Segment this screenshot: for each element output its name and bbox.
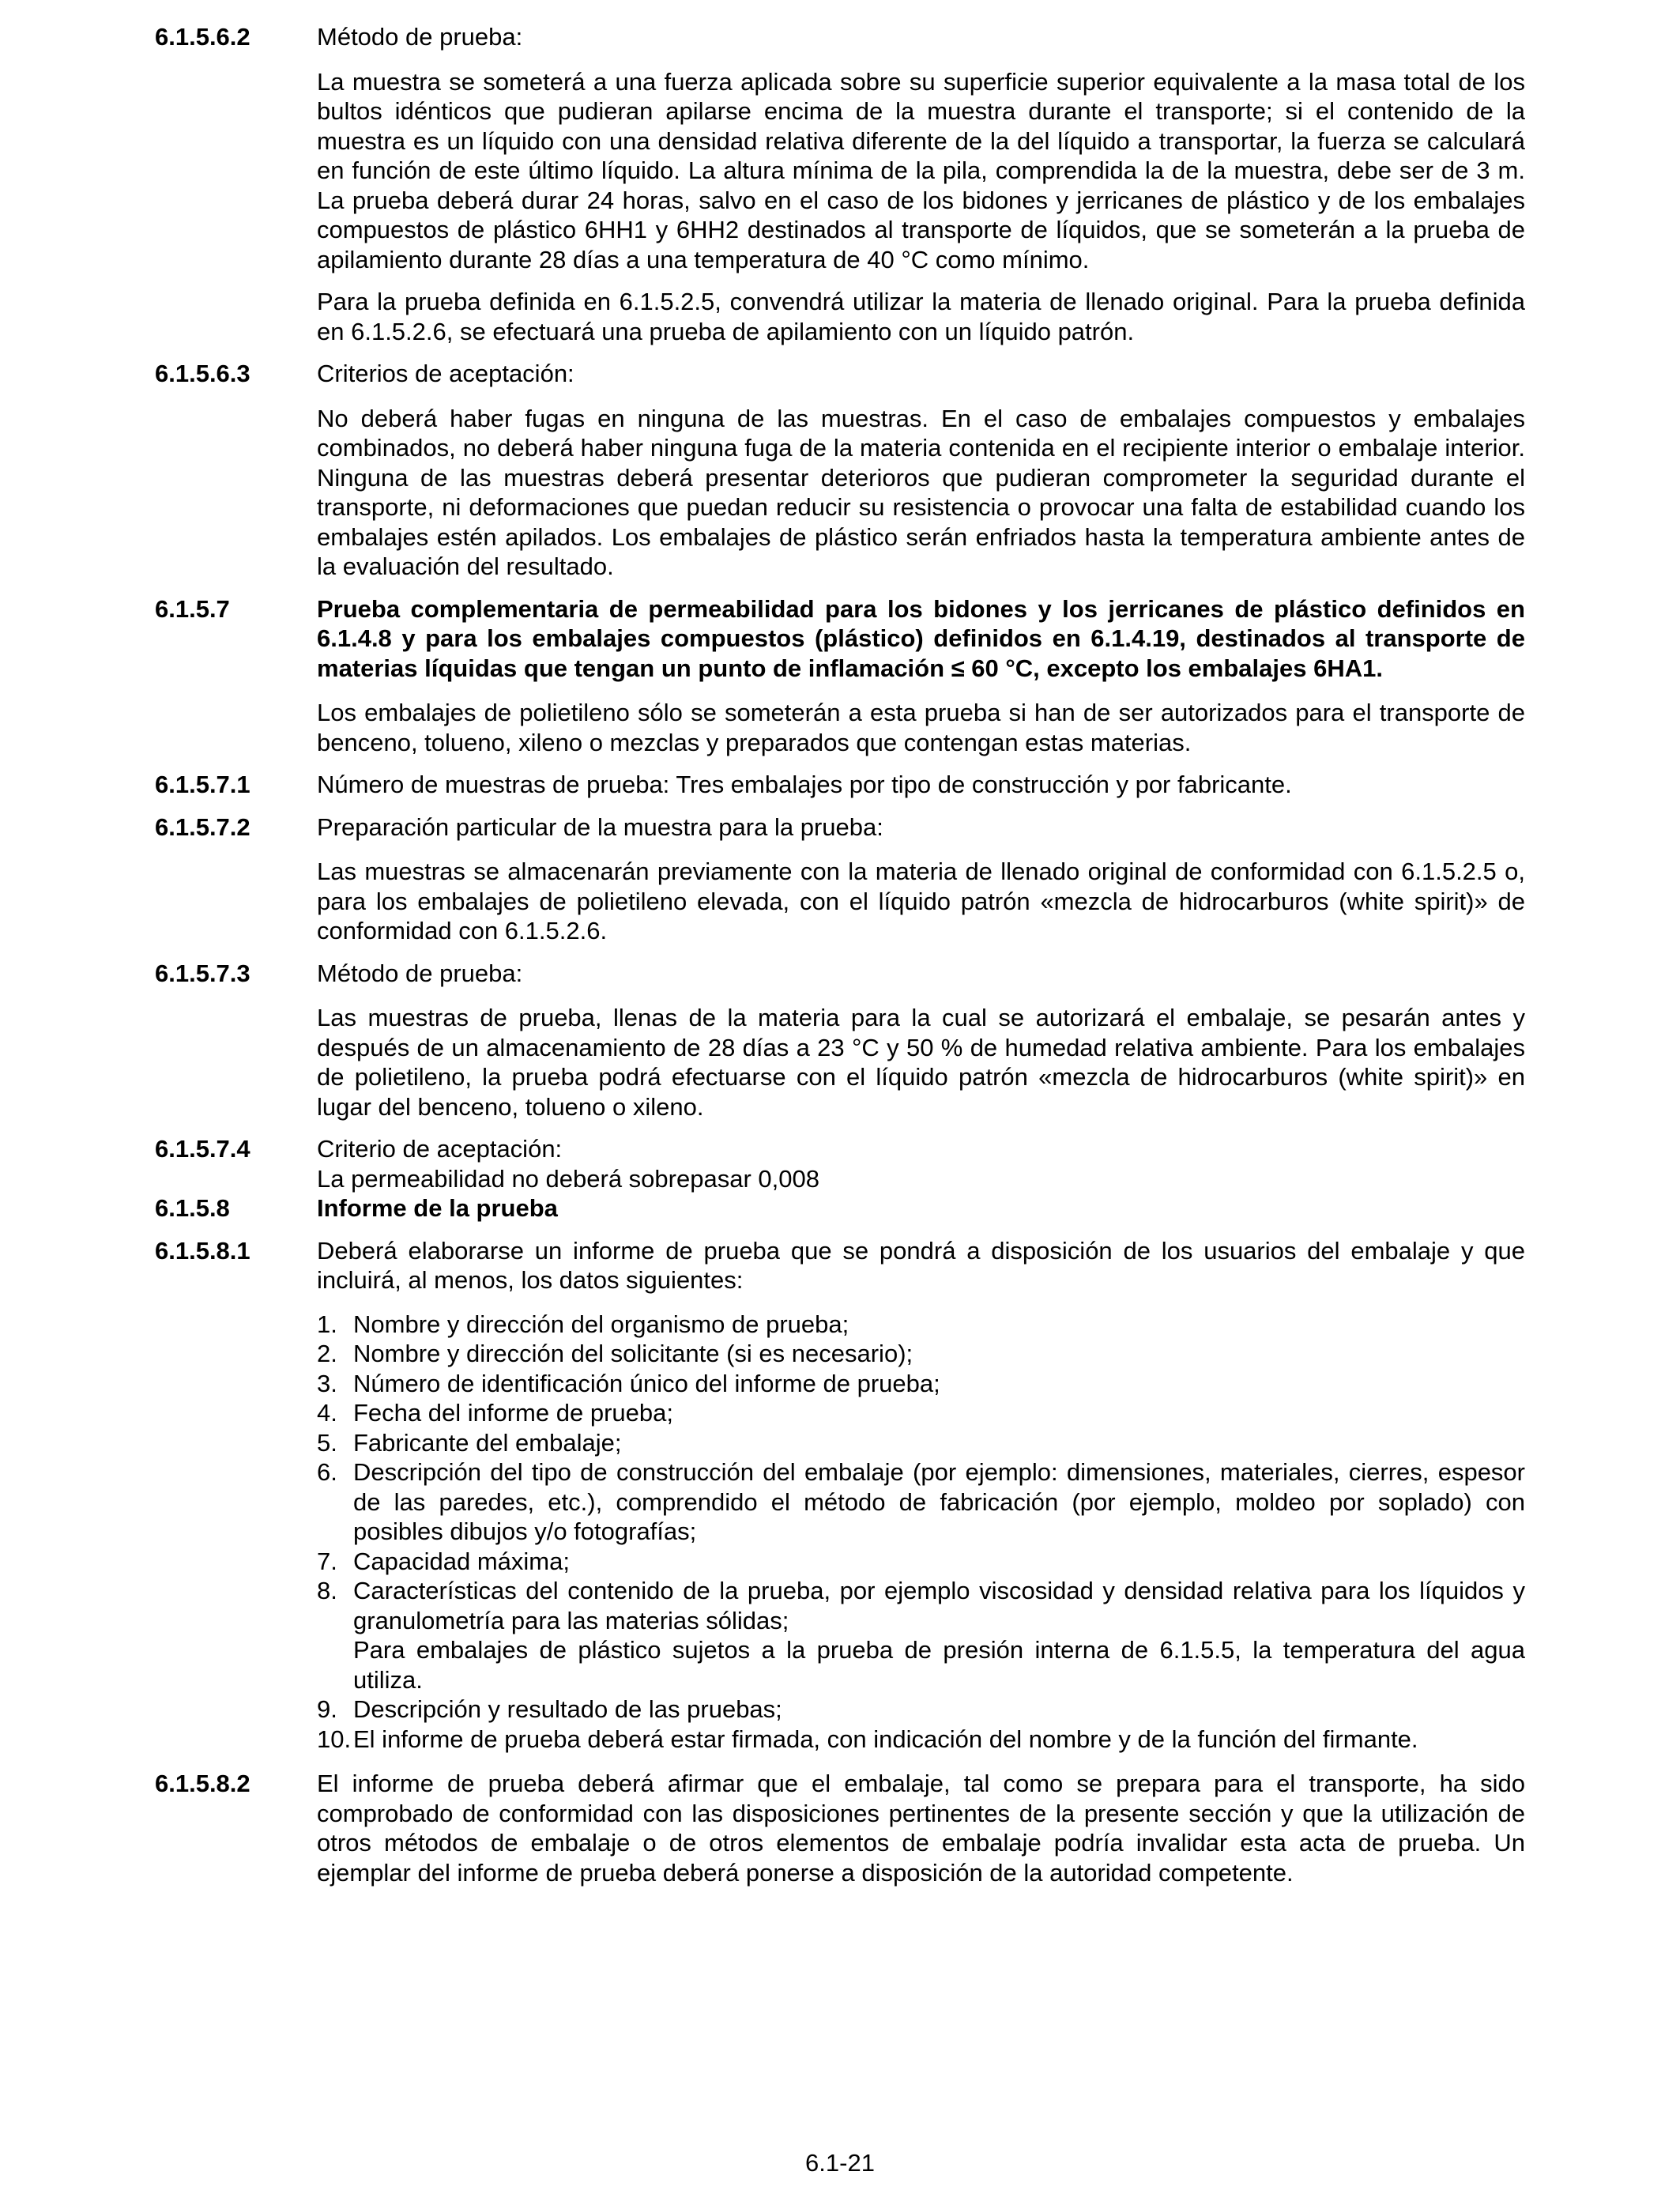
section-number: 6.1.5.7.4 bbox=[155, 1135, 250, 1163]
section-number: 6.1.5.7.3 bbox=[155, 959, 250, 987]
page-number: 6.1-21 bbox=[805, 2149, 875, 2177]
document-page bbox=[155, 22, 1525, 1887]
section-number: 6.1.5.8.1 bbox=[155, 1236, 250, 1265]
list-item-text: Número de identificación único del informe de prueba; bbox=[353, 1369, 940, 1397]
paragraph: El informe de prueba deberá afirmar que el embalaje, tal como se prepara para el transporte, ha sido comprobado de conformidad con las disposiciones pertinentes de la presente sección y que la utilización de otros métodos de embalaje o de otros elementos de embalaje podría invalidar esta acta de prueba. Un ejemplar del informe de prueba deberá ponerse a disposición de la autoridad competente. bbox=[317, 1770, 1525, 1887]
section-6-1-5-8-1 bbox=[155, 1236, 1525, 1755]
list-item-text: Fecha del informe de prueba; bbox=[353, 1399, 673, 1427]
list-item-text: Nombre y dirección del organismo de prueba; bbox=[353, 1310, 849, 1338]
paragraph: Para la prueba definida en 6.1.5.2.5, convendrá utilizar la materia de llenado original. Para la prueba definida en 6.1.5.2.6, se efectuará una prueba de apilamiento con un líquido patrón. bbox=[317, 288, 1525, 345]
list-item bbox=[317, 1428, 1525, 1458]
list-item-number: 4. bbox=[317, 1399, 337, 1427]
paragraph: Deberá elaborarse un informe de prueba que se pondrá a disposición de los usuarios del embalaje y que incluirá, al menos, los datos siguientes: bbox=[317, 1236, 1525, 1294]
paragraph: No deberá haber fugas en ninguna de las muestras. En el caso de embalajes compuestos y embalajes combinados, no deberá haber ninguna fuga de la materia contenida en el recipiente interior o embalaje interior. Ninguna de las muestras deberá presentar deterioros que pudieran comprometer la seguridad durante el transporte, ni deformaciones que puedan reducir su resistencia o provocar una falta de estabilidad cuando los embalajes estén apilados. Los embalajes de plástico serán enfriados hasta la temperatura ambiente antes de la evaluación del resultado. bbox=[317, 404, 1525, 580]
report-data-list bbox=[317, 1310, 1525, 1755]
list-item-text: Fabricante del embalaje; bbox=[353, 1428, 622, 1457]
list-item bbox=[317, 1547, 1525, 1577]
list-item bbox=[317, 1369, 1525, 1399]
section-heading: Método de prueba: bbox=[317, 959, 523, 987]
section-heading: Criterio de aceptación: bbox=[317, 1135, 563, 1163]
list-item-subtext: Para embalajes de plástico sujetos a la prueba de presión interna de 6.1.5.5, la temperatura del agua utiliza. bbox=[353, 1636, 1525, 1694]
list-item-number: 10. bbox=[317, 1725, 352, 1753]
list-item-number: 1. bbox=[317, 1310, 337, 1338]
list-item bbox=[317, 1457, 1525, 1547]
section-heading: Informe de la prueba bbox=[317, 1194, 558, 1222]
section-heading: Prueba complementaria de permeabilidad para los bidones y los jerricanes de plástico definidos en 6.1.4.8 y para los embalajes compuestos (plástico) definidos en 6.1.4.19, destinados al transporte de materias líquidas que tengan un punto de inflamación ≤ 60 °C, excepto los embalajes 6HA1. bbox=[317, 594, 1525, 682]
paragraph: La permeabilidad no deberá sobrepasar 0,008 bbox=[317, 1164, 819, 1193]
section-6-1-5-6-3 bbox=[155, 359, 1525, 582]
section-6-1-5-7 bbox=[155, 594, 1525, 758]
list-item-number: 8. bbox=[317, 1577, 337, 1604]
list-item-number: 5. bbox=[317, 1428, 337, 1457]
list-item-number: 7. bbox=[317, 1547, 337, 1575]
section-heading: Método de prueba: bbox=[317, 23, 523, 51]
list-item-text: Nombre y dirección del solicitante (si es necesario); bbox=[353, 1340, 913, 1367]
section-6-1-5-7-3 bbox=[155, 959, 1525, 1122]
section-heading: Número de muestras de prueba: Tres embalajes por tipo de construcción y por fabricante. bbox=[317, 771, 1292, 798]
list-item bbox=[317, 1576, 1525, 1695]
paragraph: Las muestras de prueba, llenas de la materia para la cual se autorizará el embalaje, se pesarán antes y después de un almacenamiento de 28 días a 23 °C y 50 % de humedad relativa ambiente. Para los embalajes de polietileno, la prueba podrá efectuarse con el líquido patrón «mezcla de hidrocarburos (white spirit)» en lugar del benceno, tolueno o xileno. bbox=[317, 1004, 1525, 1121]
list-item-text: Descripción y resultado de las pruebas; bbox=[353, 1695, 782, 1723]
section-number: 6.1.5.8 bbox=[155, 1194, 230, 1222]
list-item bbox=[317, 1725, 1525, 1755]
list-item bbox=[317, 1398, 1525, 1428]
list-item bbox=[317, 1339, 1525, 1369]
list-item-number: 3. bbox=[317, 1369, 337, 1397]
list-item bbox=[317, 1310, 1525, 1340]
section-6-1-5-8-2 bbox=[155, 1769, 1525, 1887]
section-number: 6.1.5.6.2 bbox=[155, 23, 250, 51]
list-item-number: 2. bbox=[317, 1340, 337, 1367]
section-number: 6.1.5.7 bbox=[155, 594, 230, 623]
section-number: 6.1.5.7.2 bbox=[155, 812, 250, 841]
list-item-text: Características del contenido de la prueba, por ejemplo viscosidad y densidad relativa para los líquidos y granulometría para las materias sólidas; bbox=[353, 1577, 1525, 1634]
section-heading: Preparación particular de la muestra para la prueba: bbox=[317, 812, 883, 841]
section-number: 6.1.5.8.2 bbox=[155, 1770, 250, 1797]
section-6-1-5-8 bbox=[155, 1193, 1525, 1223]
paragraph: Los embalajes de polietileno sólo se someterán a esta prueba si han de ser autorizados para el transporte de benceno, tolueno, xileno o mezclas y preparados que contengan estas materias. bbox=[317, 699, 1525, 756]
section-6-1-5-6-2 bbox=[155, 22, 1525, 346]
paragraph: La muestra se someterá a una fuerza aplicada sobre su superficie superior equivalente a la masa total de los bultos idénticos que pudieran apilarse encima de la muestra durante el transporte; si el contenido de la muestra es un líquido con una densidad relativa diferente de la del líquido a transportar, la fuerza se calculará en función de este último líquido. La altura mínima de la pila, comprendida la de la muestra, debe ser de 3 m. La prueba deberá durar 24 horas, salvo en el caso de los bidones y jerricanes de plástico y de los embalajes compuestos de plástico 6HH1 y 6HH2 destinados al transporte de líquidos, que se someterán a la prueba de apilamiento durante 28 días a una temperatura de 40 °C como mínimo. bbox=[317, 67, 1525, 273]
section-6-1-5-7-4 bbox=[155, 1134, 1525, 1193]
section-6-1-5-7-2 bbox=[155, 812, 1525, 946]
section-number: 6.1.5.7.1 bbox=[155, 771, 250, 798]
section-number: 6.1.5.6.3 bbox=[155, 360, 250, 387]
list-item-number: 6. bbox=[317, 1458, 337, 1486]
paragraph: Las muestras se almacenarán previamente con la materia de llenado original de conformidad con 6.1.5.2.5 o, para los embalajes de polietileno elevada, con el líquido patrón «mezcla de hidrocarburos (white spirit)» de conformidad con 6.1.5.2.6. bbox=[317, 858, 1525, 944]
section-6-1-5-7-1 bbox=[155, 770, 1525, 800]
list-item-text: Descripción del tipo de construcción del embalaje (por ejemplo: dimensiones, materiales, cierres, espesor de las paredes, etc.), comprendido el método de fabricación (por ejemplo, moldeo por soplado) con posibles dibujos y/o fotografías; bbox=[353, 1458, 1525, 1545]
list-item-text: Capacidad máxima; bbox=[353, 1547, 570, 1575]
list-item-number: 9. bbox=[317, 1695, 337, 1723]
section-heading: Criterios de aceptación: bbox=[317, 360, 574, 387]
list-item-text: El informe de prueba deberá estar firmada, con indicación del nombre y de la función del firmante. bbox=[353, 1725, 1418, 1753]
list-item bbox=[317, 1695, 1525, 1725]
